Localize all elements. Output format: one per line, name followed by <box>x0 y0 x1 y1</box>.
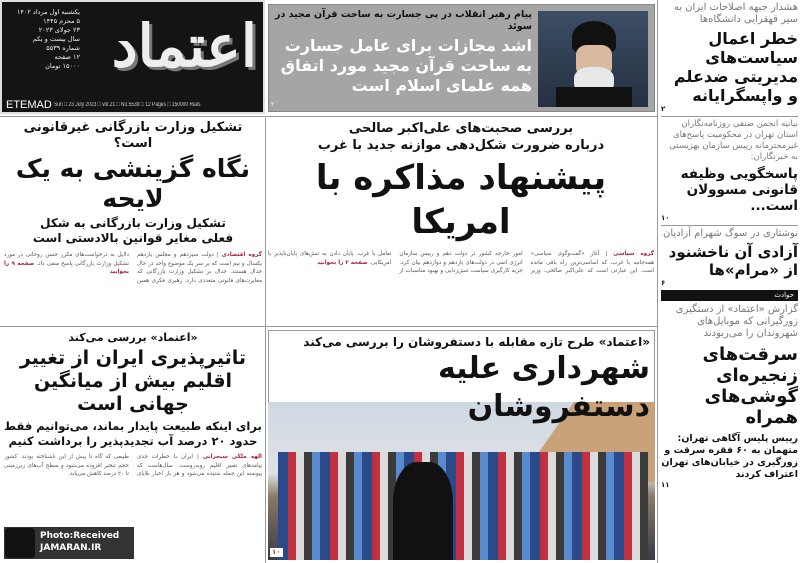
right-story-headline: پاسخگویی وظیفه قانونی مسوولان است... <box>680 166 798 214</box>
right-story[interactable] <box>661 228 798 288</box>
top-story-text <box>274 9 532 109</box>
continue-link[interactable]: صفحه ۹ را بخوانید <box>4 260 129 276</box>
leader-photo <box>538 11 648 107</box>
column-divider <box>265 118 266 563</box>
climate-body: الهه ملکی سنجرانی | ایران با خطرات جدی پیامدهای تغییر اقلیم روبه‌روست. سال‌هاست که پیوسته این جمله شنیده می‌شود و هر بار اخبار بلایای طبیعی که گاه تا پیش از این ناشناخته بودند. کشور حجم تبخیر افزوده می‌شود و سطح آب‌های زیرزمینی تا ۲۰ درصد کاهش می‌یابد. <box>4 454 262 478</box>
masthead-date <box>8 8 80 71</box>
page-ref: ۲ <box>271 101 275 108</box>
newspaper-logo: اعتماد <box>111 12 257 80</box>
page-ref: ۶ <box>661 279 666 287</box>
top-story-headline: اشد مجازات برای عامل جسارت به ساحت قرآن مجید مورد اتفاق همه علمای اسلام است <box>280 36 532 95</box>
center-story-body: گروه سیاسی | آغاز «گفت‌وگوی سیاسی» همه‌جانبه با غرب، که اساسی‌ترین راه باقی مانده است. این عبارتی است که علی‌اکبر صالحی، وزیر امور خارجه کشور در دولت دهم و رییس سازمان انرژی اتمی در دولت‌های یازدهم و دوازدهم بیان کرد. جزیه کارگیری سیاست تنش‌زدایی و بهبود مناسبات از تعامل با غرب. پایان دادن به تنش‌های پایان‌ناپذیر با امریکایی. صفحه ۲ را بخوانید <box>268 251 654 275</box>
right-story-headline: خطر اعمال سیاست‌های مدیریتی ضدعلم و واپسگرایانه <box>673 29 798 105</box>
center-story-headline: پیشنهاد مذاکره با امریکا <box>315 158 607 242</box>
page-ref: ۱۰ <box>661 214 670 222</box>
right-story-headline: آزادی آن ناخشنود از «مرام»ها <box>668 243 798 279</box>
left-story-subhead: تشکیل وزارت بازرگانی به شکل فعلی مغایر قوانین بالادستی است <box>32 216 234 245</box>
section-tag: گروه سیاسی <box>613 251 654 257</box>
top-story-kicker: پیام رهبر انقلاب در پی جسارت به ساحت قرآن مجید در سوئد <box>274 9 532 32</box>
row-divider <box>0 326 657 327</box>
vendor-text <box>272 334 650 426</box>
right-story-kicker: گزارش «اعتماد» از دستگیری زورگیرانی که موبایل‌های شهروندان را می‌ربودند <box>675 304 798 339</box>
right-column <box>661 2 798 490</box>
climate-subhead: برای اینکه طبیعت پایدار بماند، می‌توانیم فقط حدود ۲۰ درصد آب تجدیدپذیر را برداشت کنیم <box>4 419 262 448</box>
date-line: سال بیست و یکم <box>32 35 80 43</box>
date-line: شماره ۵۵۳۹ <box>46 44 80 52</box>
section-tag: گروه اقتصادی <box>221 252 262 258</box>
row-divider <box>661 116 798 117</box>
page-ref: ۱۱ <box>661 481 670 489</box>
center-story-kicker-2: درباره ضرورت شکل‌دهی موازنه جدید با غرب <box>317 138 605 153</box>
robe-shape <box>556 87 632 107</box>
date-line: ۲۳ جولای ۲۰۲۳ <box>38 26 80 34</box>
masthead <box>0 0 265 114</box>
left-story-headline: نگاه گزینشی به یک لایحه <box>15 154 251 213</box>
center-story[interactable] <box>268 120 654 324</box>
center-story-kicker: بررسی صحبت‌های علی‌اکبر صالحی <box>348 121 574 136</box>
column-divider <box>657 0 658 563</box>
credit-line: JAMARAN.IR <box>40 543 102 553</box>
section-bar: حوادث <box>661 290 798 301</box>
climate-headline: تاثیرپذیری ایران از تغییر اقلیم بیش از میانگین جهانی است <box>19 347 247 415</box>
latin-name: ETEMAD <box>6 99 52 111</box>
right-story-kicker: بیانیه انجمن صنفی روزنامه‌نگاران استان تهران در محکومیت پاسخ‌های غیرمحترمانه رییس سازمان بهزیستی به خبرنگاران: <box>669 119 798 162</box>
top-story[interactable] <box>268 4 655 112</box>
row-divider <box>0 116 657 117</box>
body-text: آغاز «گفت‌وگوی سیاسی» همه‌جانبه با غرب، که اساسی‌ترین راه باقی مانده است. این عبارتی است که علی‌اکبر صالحی، وزیر امور خارجه کشور در دولت دهم و رییس سازمان انرژی اتمی در دولت‌های یازدهم و دوازدهم بیان کرد. جزیه کارگیری سیاست تنش‌زدایی و بهبود مناسبات از تعامل با غرب. پایان دادن به تنش‌های پایان‌ناپذیر با امریکایی. <box>268 251 654 275</box>
clothes-rack <box>278 452 648 560</box>
jamaran-logo-icon <box>5 528 35 558</box>
right-story[interactable] <box>661 2 798 114</box>
date-line: ۱۵۰۰۰ تومان <box>45 62 80 70</box>
left-story-kicker: تشکیل وزارت بازرگانی غیرقانونی است؟ <box>23 120 243 151</box>
continue-link[interactable]: صفحه ۲ را بخوانید <box>317 259 368 266</box>
left-story[interactable] <box>4 120 262 324</box>
photo-credit <box>4 527 134 559</box>
right-story[interactable] <box>661 119 798 223</box>
climate-story[interactable] <box>4 330 262 522</box>
date-line: ۱۲ صفحه <box>54 53 80 61</box>
right-story-subhead: رییس پلیس آگاهی تهران: متهمان به ۶۰ فقره سرقت و زورگیری در خیابان‌های تهران اعتراف کردند <box>661 433 798 480</box>
right-story-kicker: نوشتاری در سوگ شهرام آزادیان <box>662 228 798 239</box>
vendor-figure <box>393 462 453 560</box>
climate-kicker: «اعتماد» بررسی می‌کند <box>68 331 198 344</box>
date-line: ۵ محرم ۱۴۴۵ <box>43 17 80 25</box>
right-story-kicker: هشدار جبهه اصلاحات ایران به سیر قهقرایی دانشگاه‌ها <box>673 2 798 25</box>
body-text: دولت سیزدهم و مجلس یازدهم یکسال و نیم است که بر سر یک موضوع واحد در حال جدال هستند. جدال بر تشکیل وزارت بازرگانی که مغایرت‌های قانونی متعددی دارد. رهبری فکری همین دلایل به درخواست‌های مکرر حسن روحانی در مورد تشکیل وزارت بازرگانی پاسخ منفی داد. <box>4 252 262 284</box>
page-ref: ۲ <box>661 105 666 113</box>
vendor-headline: شهرداری علیه دستفروشان <box>437 351 650 424</box>
issue-info: Sun □ 23 July 2023 □ vol.21 □ No.5539 □ 12 Pages □ 150000 Rials <box>54 102 201 108</box>
right-story-headline: سرقت‌های زنجیره‌ای گوشی‌های همراه <box>702 344 798 428</box>
author-tag: الهه ملکی سنجرانی <box>202 454 262 460</box>
row-divider <box>661 225 798 226</box>
vendor-kicker: «اعتماد» طرح تازه مقابله با دستفروشان را بررسی می‌کند <box>303 335 650 349</box>
date-line: یکشنبه اول مرداد ۱۴۰۲ <box>16 8 80 16</box>
credit-line: Photo:Received <box>40 531 120 541</box>
page-ref: ۱۰ <box>272 548 281 556</box>
left-story-body: گروه اقتصادی | دولت سیزدهم و مجلس یازدهم یکسال و نیم است که بر سر یک موضوع واحد در حال جدال هستند. جدال بر تشکیل وزارت بازرگانی که مغایرت‌های قانونی متعددی دارد. رهبری فکری همین دلایل به درخواست‌های مکرر حسن روحانی در مورد تشکیل وزارت بازرگانی پاسخ منفی داد. صفحه ۹ را بخوانید <box>4 252 262 284</box>
body-text: ایران با خطرات جدی پیامدهای تغییر اقلیم روبه‌روست. سال‌هاست که پیوسته این جمله شنیده می‌شود و هر بار اخبار بلایای طبیعی که گاه تا پیش از این ناشناخته بودند. کشور حجم تبخیر افزوده می‌شود و سطح آب‌های زیرزمینی تا ۲۰ درصد کاهش می‌یابد. <box>4 454 262 478</box>
right-story[interactable] <box>661 304 798 490</box>
